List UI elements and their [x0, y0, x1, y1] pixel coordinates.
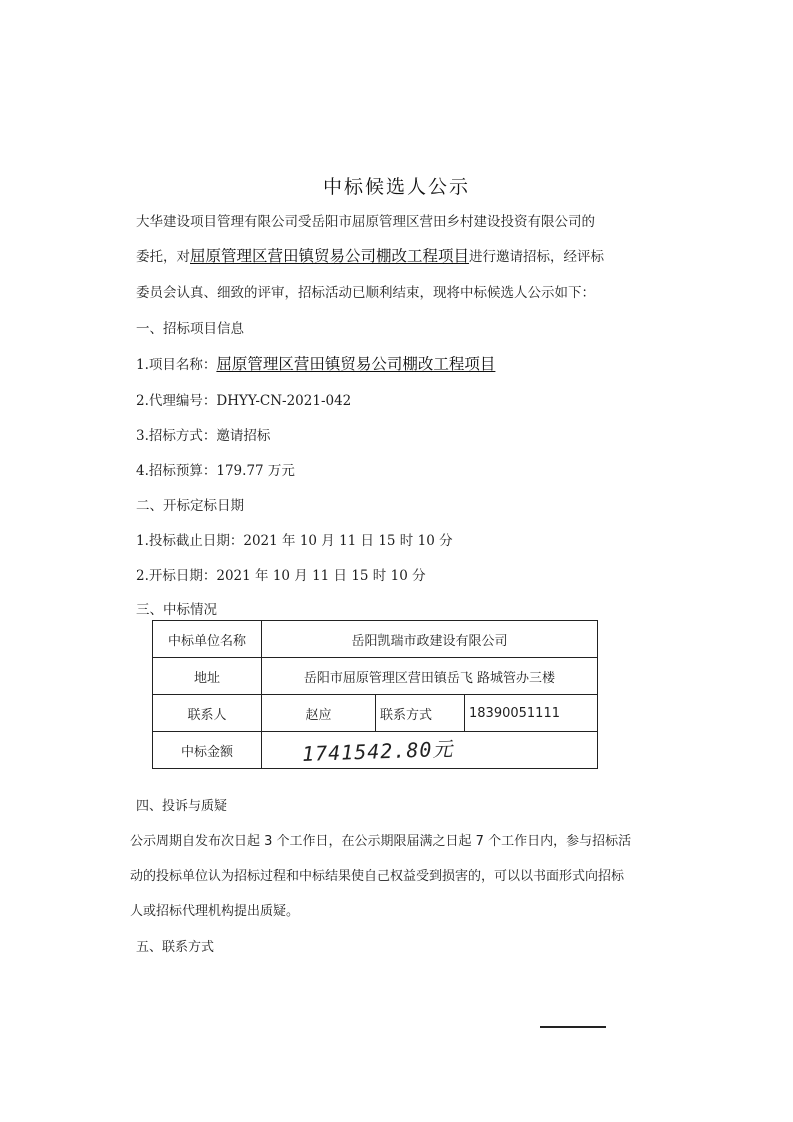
agency-number: 2.代理编号：DHYY-CN-2021-042: [136, 393, 352, 409]
signature-line: [540, 1026, 606, 1028]
amount-cell: [262, 732, 598, 769]
table-row: [153, 732, 598, 769]
section-5-heading: 五、联系方式: [136, 940, 215, 955]
amount-label: 中标金额: [153, 732, 262, 769]
section-4-heading: 四、投诉与质疑: [136, 799, 228, 814]
bidding-method: 3.招标方式：邀请招标: [136, 428, 271, 444]
section-1-heading: 一、招标项目信息: [136, 321, 244, 337]
intro-line-1: 大华建设项目管理有限公司受岳阳市屈原管理区营田乡村建设投资有限公司的: [136, 214, 595, 230]
intro-line-2-suffix: 进行邀请招标，经评标: [469, 249, 605, 265]
project-name-value: 屈原管理区营田镇贸易公司棚改工程项目: [216, 355, 496, 373]
complaint-line-1: 公示周期自发布次日起 3 个工作日，在公示期限届满之日起 7 个工作日内，参与招标活: [130, 834, 632, 849]
bidding-budget: 4.招标预算：179.77 万元: [136, 463, 295, 479]
table-row: [153, 695, 598, 732]
intro-line-2: [136, 244, 604, 266]
intro-line-3: 委员会认真、细致的评审，招标活动已顺利结束，现将中标候选人公示如下：: [136, 285, 595, 301]
project-name-line: [136, 352, 495, 374]
intro-line-2-prefix: 委托，对: [136, 249, 190, 265]
project-name-label: 1.项目名称：: [136, 357, 217, 373]
bid-deadline: 1.投标截止日期：2021 年 10 月 11 日 15 时 10 分: [136, 533, 453, 549]
winning-bid-table: [152, 620, 598, 769]
handwritten-amount: 1741542.80元: [301, 736, 454, 766]
contact-label: 联系人: [153, 695, 262, 732]
bid-opening-date: 2.开标日期：2021 年 10 月 11 日 15 时 10 分: [136, 568, 426, 584]
contact-value: 赵应: [262, 695, 376, 732]
table-row: [153, 621, 598, 658]
table-row: [153, 658, 598, 695]
address-label: 地址: [153, 658, 262, 695]
section-3-heading: 三、中标情况: [136, 602, 217, 618]
winner-label: 中标单位名称: [153, 621, 262, 658]
complaint-line-2: 动的投标单位认为招标过程和中标结果使自己权益受到损害的，可以以书面形式向招标: [130, 869, 625, 884]
winner-value: 岳阳凯瑞市政建设有限公司: [262, 621, 598, 658]
complaint-line-3: 人或招标代理机构提出质疑。: [130, 904, 300, 919]
address-value: 岳阳市屈原管理区营田镇岳飞 路城管办三楼: [262, 658, 598, 695]
intro-project-name: 屈原管理区营田镇贸易公司棚改工程项目: [190, 247, 470, 265]
phone-value: 18390051111: [465, 695, 598, 732]
section-2-heading: 二、开标定标日期: [136, 498, 244, 514]
document-title: 中标候选人公示: [322, 176, 470, 198]
phone-label: 联系方式: [376, 695, 465, 732]
